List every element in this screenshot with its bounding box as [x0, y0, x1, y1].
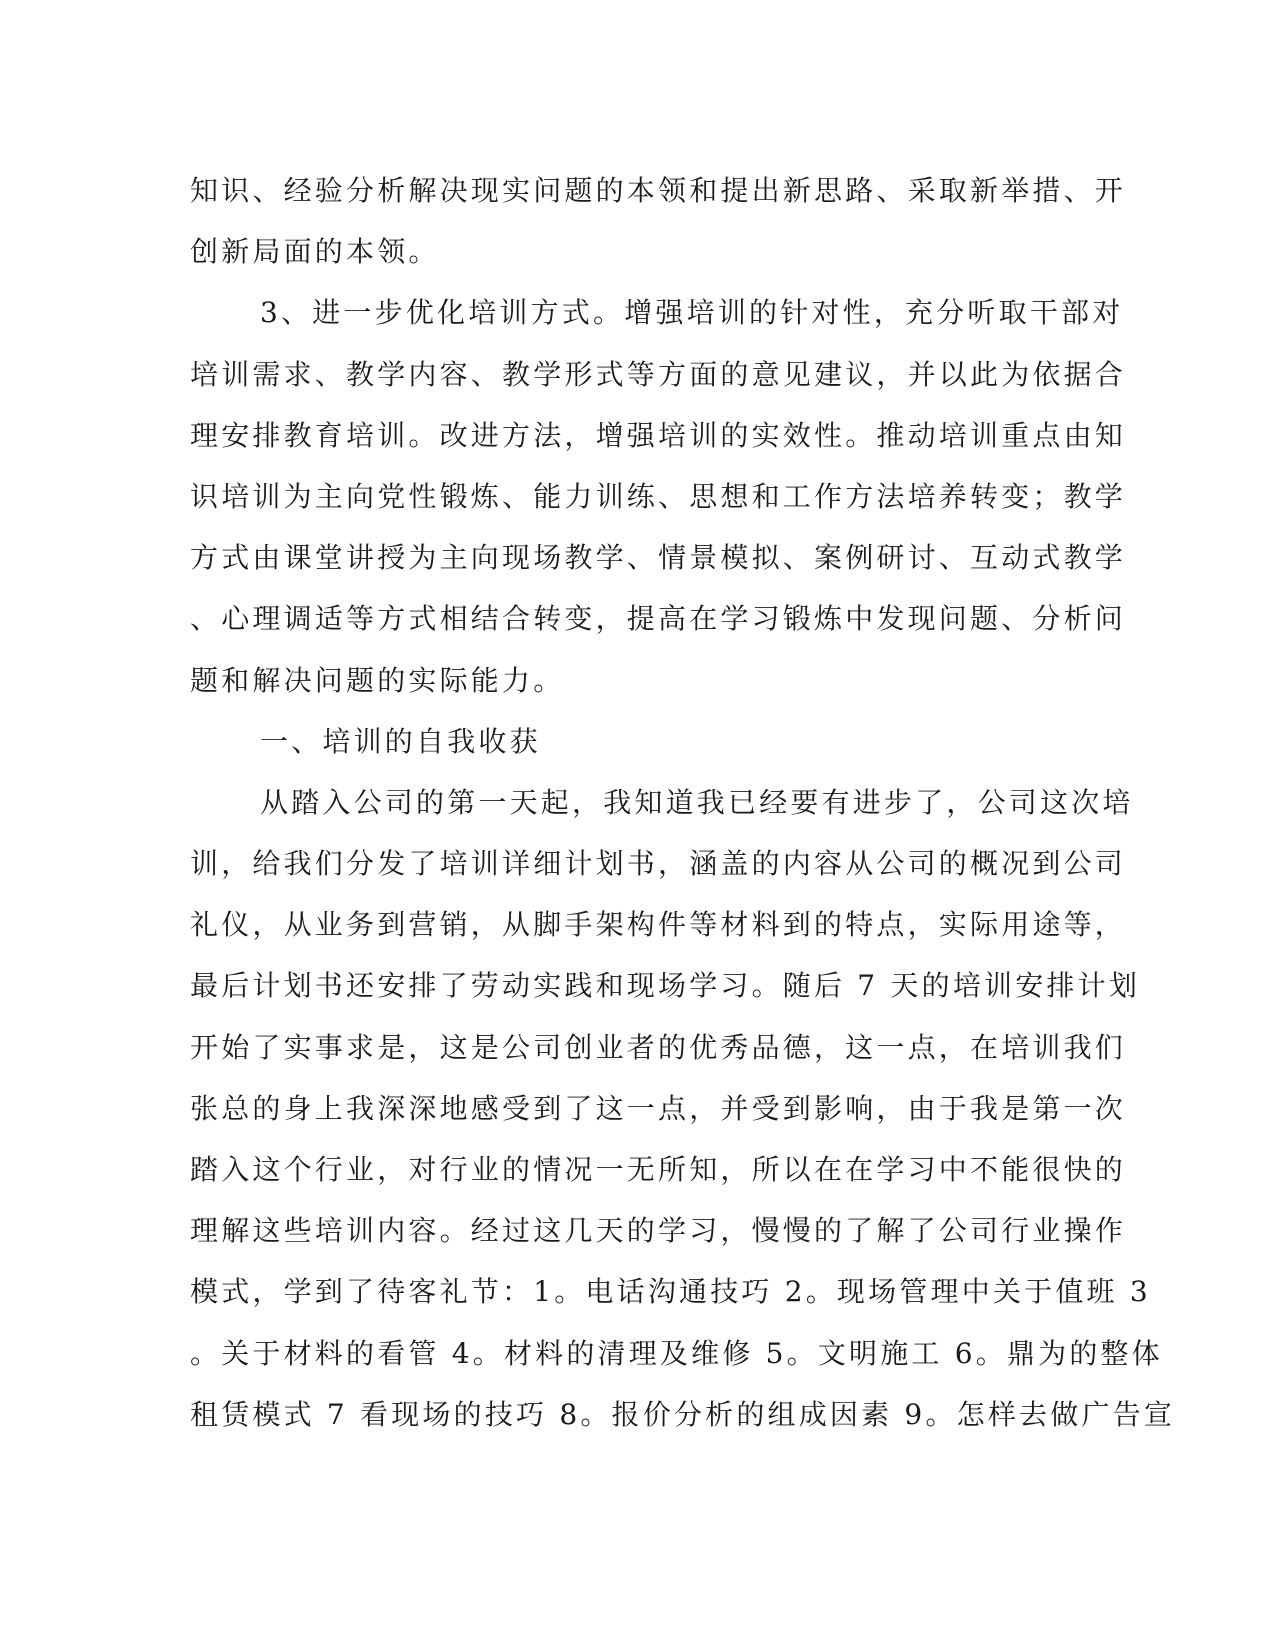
text-line: 租赁模式 7 看现场的技巧 8。报价分析的组成因素 9。怎样去做广告宣	[190, 1397, 1176, 1431]
text-line: 培训需求、教学内容、教学形式等方面的意见建议，并以此为依据合	[190, 357, 1127, 391]
text-line: 训，给我们分发了培训详细计划书，涵盖的内容从公司的概况到公司	[190, 847, 1127, 881]
text-line: 模式，学到了待客礼节：1。电话沟通技巧 2。现场管理中关于值班 3	[190, 1275, 1151, 1309]
text-line: 开始了实事求是，这是公司创业者的优秀品德，这一点，在培训我们	[190, 1030, 1127, 1064]
text-line: 识培训为主向党性锻炼、能力训练、思想和工作方法培养转变；教学	[190, 479, 1127, 513]
text-line: 张总的身上我深深地感受到了这一点，并受到影响，由于我是第一次	[190, 1091, 1127, 1125]
text-line: 知识、经验分析解决现实问题的本领和提出新思路、采取新举措、开	[190, 174, 1127, 207]
text-line: 创新局面的本领。	[190, 235, 440, 269]
text-line: 方式由课堂讲授为主向现场教学、情景模拟、案例研讨、互动式教学	[190, 541, 1127, 575]
paragraph-start-line: 3、进一步优化培训方式。增强培训的针对性，充分听取干部对	[260, 296, 1124, 330]
text-line: 、心理调适等方式相结合转变，提高在学习锻炼中发现问题、分析问	[190, 602, 1127, 636]
section-heading: 一、培训的自我收获	[260, 724, 541, 758]
paragraph-start-line: 从踏入公司的第一天起，我知道我已经要有进步了，公司这次培	[260, 785, 1134, 819]
text-line: 最后计划书还安排了劳动实践和现场学习。随后 7 天的培训安排计划	[190, 969, 1141, 1003]
document-body	[190, 160, 1176, 1445]
text-line: 题和解决问题的实际能力。	[190, 663, 565, 697]
text-line: 礼仪，从业务到营销，从脚手架构件等材料到的特点，实际用途等，	[190, 908, 1127, 942]
text-line: 理安排教育培训。改进方法，增强培训的实效性。推动培训重点由知	[190, 418, 1127, 452]
text-line: 。关于材料的看管 4。材料的清理及维修 5。文明施工 6。鼎为的整体	[190, 1336, 1163, 1370]
text-line: 理解这些培训内容。经过这几天的学习，慢慢的了解了公司行业操作	[190, 1214, 1127, 1248]
text-line: 踏入这个行业，对行业的情况一无所知，所以在在学习中不能很快的	[190, 1153, 1127, 1186]
